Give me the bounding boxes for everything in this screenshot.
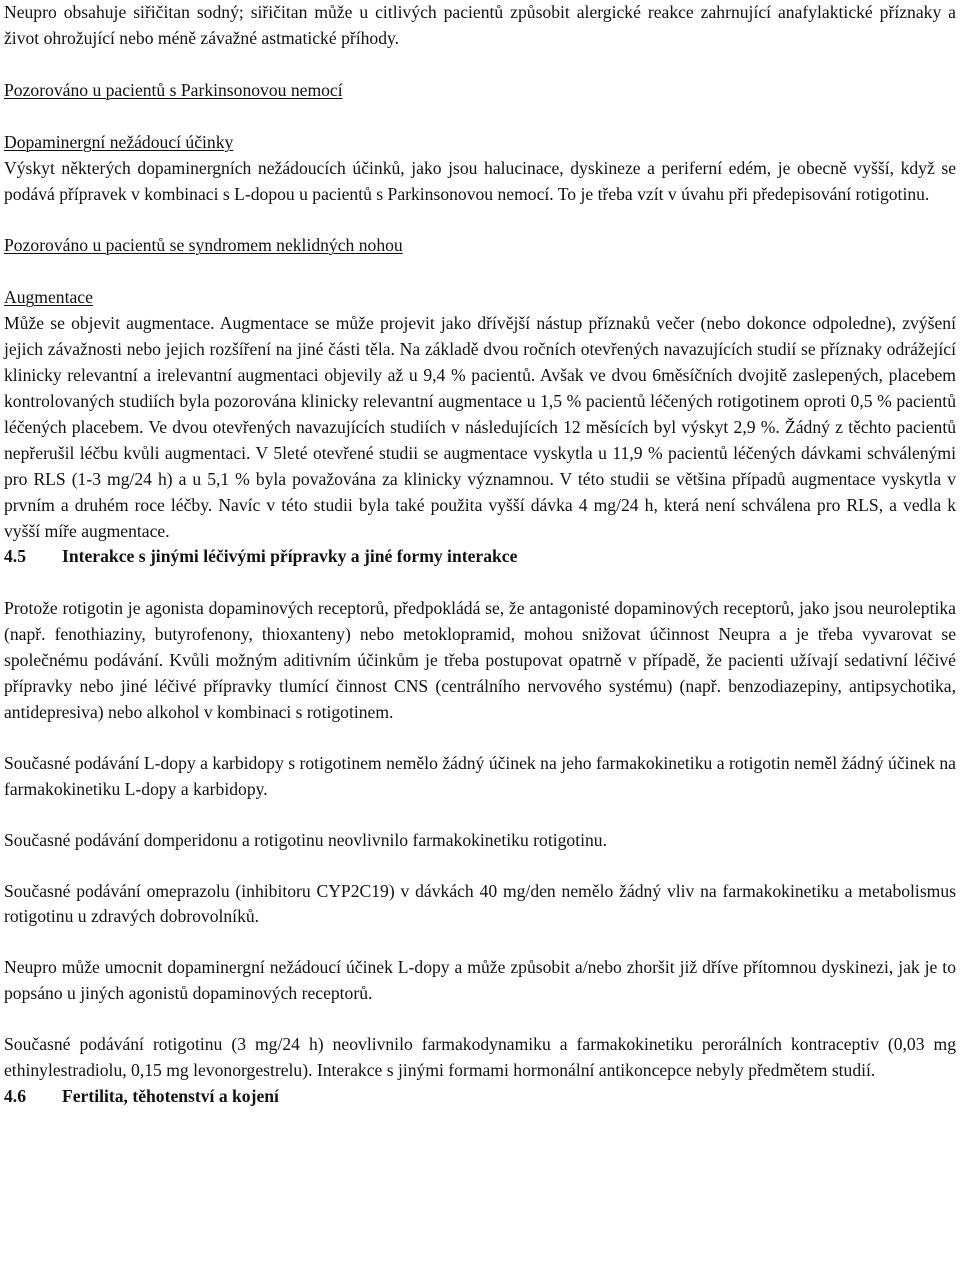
interaction-paragraph-3: Současné podávání domperidonu a rotigotinu neovlivnilo farmakokinetiku rotigotinu. bbox=[4, 829, 607, 850]
section-4-6-number: 4.6 bbox=[4, 1086, 26, 1106]
interaction-paragraph-6: Současné podávání rotigotinu (3 mg/24 h) neovlivnilo farmakodynamiku a farmakokinetiku perorálních kontraceptiv (0,03 mg ethinylestradiolu, 0,15 mg levonorgestrelu). Interakce s jinými formami hormonální antikoncepce nebyly předmětem studií. bbox=[4, 1034, 956, 1081]
interaction-paragraph-5: Neupro může umocnit dopaminergní nežádoucí účinek L-dopy a může způsobit a/nebo zhoršit již dříve přítomnou dyskinezi, jak je to popsáno u jiných agonistů dopaminových receptorů. bbox=[4, 957, 956, 1004]
rls-paragraph: Může se objevit augmentace. Augmentace se může projevit jako dřívější nástup příznaků večer (nebo dokonce odpoledne), zvýšení jejich závažnosti nebo jejich rozšíření na jiné části těla. Na základě dvou ročních otevřených navazujících studií se příznaky odrážející klinicky relevantní a irelevantní augmentaci objevily až u 9,4 % pacientů. Avšak ve dvou 6měsíčních dvojitě zaslepených, placebem kontrolovaných studiích byla pozorována klinicky relevantní augmentace u 1,5 % pacientů léčených rotigotinem oproti 0,5 % pacientů léčených placebem. Ve dvou otevřených navazujících studiích v následujících 12 měsících byl výskyt 2,9 %. Žádný z těchto pacientů nepřerušil léčbu kvůli augmentaci. V 5leté otevřené studii se augmentace vyskytla u 11,9 % pacientů léčených dávkami schválenými pro RLS (1-3 mg/24 h) a u 5,1 % byla považována za klinicky významnou. V této studii se většina případů augmentace vyskytla v prvním a druhém roce léčby. Navíc v této studii byla také použita vyšší dávka 4 mg/24 h, která není schválena pro RLS, a vedla k vyšší míře augmentace. bbox=[4, 313, 956, 541]
parkinson-paragraph: Výskyt některých dopaminergních nežádoucích účinků, jako jsou halucinace, dyskineze a periferní edém, je obecně vyšší, když se podává přípravek v kombinaci s L-dopou u pacientů s Parkinsonovou nemocí. To je třeba vzít v úvahu při předepisování rotigotinu. bbox=[4, 157, 956, 204]
section-4-5-title: Interakce s jinými léčivými přípravky a jiné formy interakce bbox=[62, 546, 518, 567]
parkinson-section-subtitle: Dopaminergní nežádoucí účinky bbox=[4, 131, 234, 152]
rls-section-title: Pozorováno u pacientů se syndromem neklidných nohou bbox=[4, 235, 403, 256]
parkinson-section-title: Pozorováno u pacientů s Parkinsonovou nemocí bbox=[4, 79, 343, 100]
interaction-paragraph-1: Protože rotigotin je agonista dopaminových receptorů, předpokládá se, že antagonisté dopaminových receptorů, jako jsou neuroleptika (např. fenothiaziny, butyrofenony, thioxanteny) nebo metoklopramid, mohou snižovat účinnost Neupra a je třeba vyvarovat se společnému podávání. Kvůli možným aditivním účinkům je třeba postupovat opatrně v případě, že pacienti užívají sedativní léčivé přípravky nebo jiné léčivé přípravky tlumící činnost CNS (centrálního nervového systému) (např. benzodiazepiny, antipsychotika, antidepresiva) nebo alkohol v kombinaci s rotigotinem. bbox=[4, 598, 956, 722]
interaction-paragraph-2: Současné podávání L-dopy a karbidopy s rotigotinem nemělo žádný účinek na jeho farmakokinetiku a rotigotin neměl žádný účinek na farmakokinetiku L-dopy a karbidopy. bbox=[4, 752, 956, 799]
interaction-paragraph-4: Současné podávání omeprazolu (inhibitoru CYP2C19) v dávkách 40 mg/den nemělo žádný vliv na farmakokinetiku a metabolismus rotigotinu u zdravých dobrovolníků. bbox=[4, 880, 956, 927]
section-4-6-heading bbox=[4, 1084, 956, 1110]
section-4-5-number: 4.5 bbox=[4, 546, 26, 567]
section-4-5-heading bbox=[4, 544, 956, 570]
intro-paragraph: Neupro obsahuje siřičitan sodný; siřičitan může u citlivých pacientů způsobit alergické reakce zahrnující anafylaktické příznaky a život ohrožující nebo méně závažné astmatické příhody. bbox=[4, 2, 956, 48]
document-page bbox=[4, 0, 956, 1110]
section-4-6-title: Fertilita, těhotenství a kojení bbox=[62, 1086, 279, 1106]
rls-section-subtitle: Augmentace bbox=[4, 287, 93, 308]
